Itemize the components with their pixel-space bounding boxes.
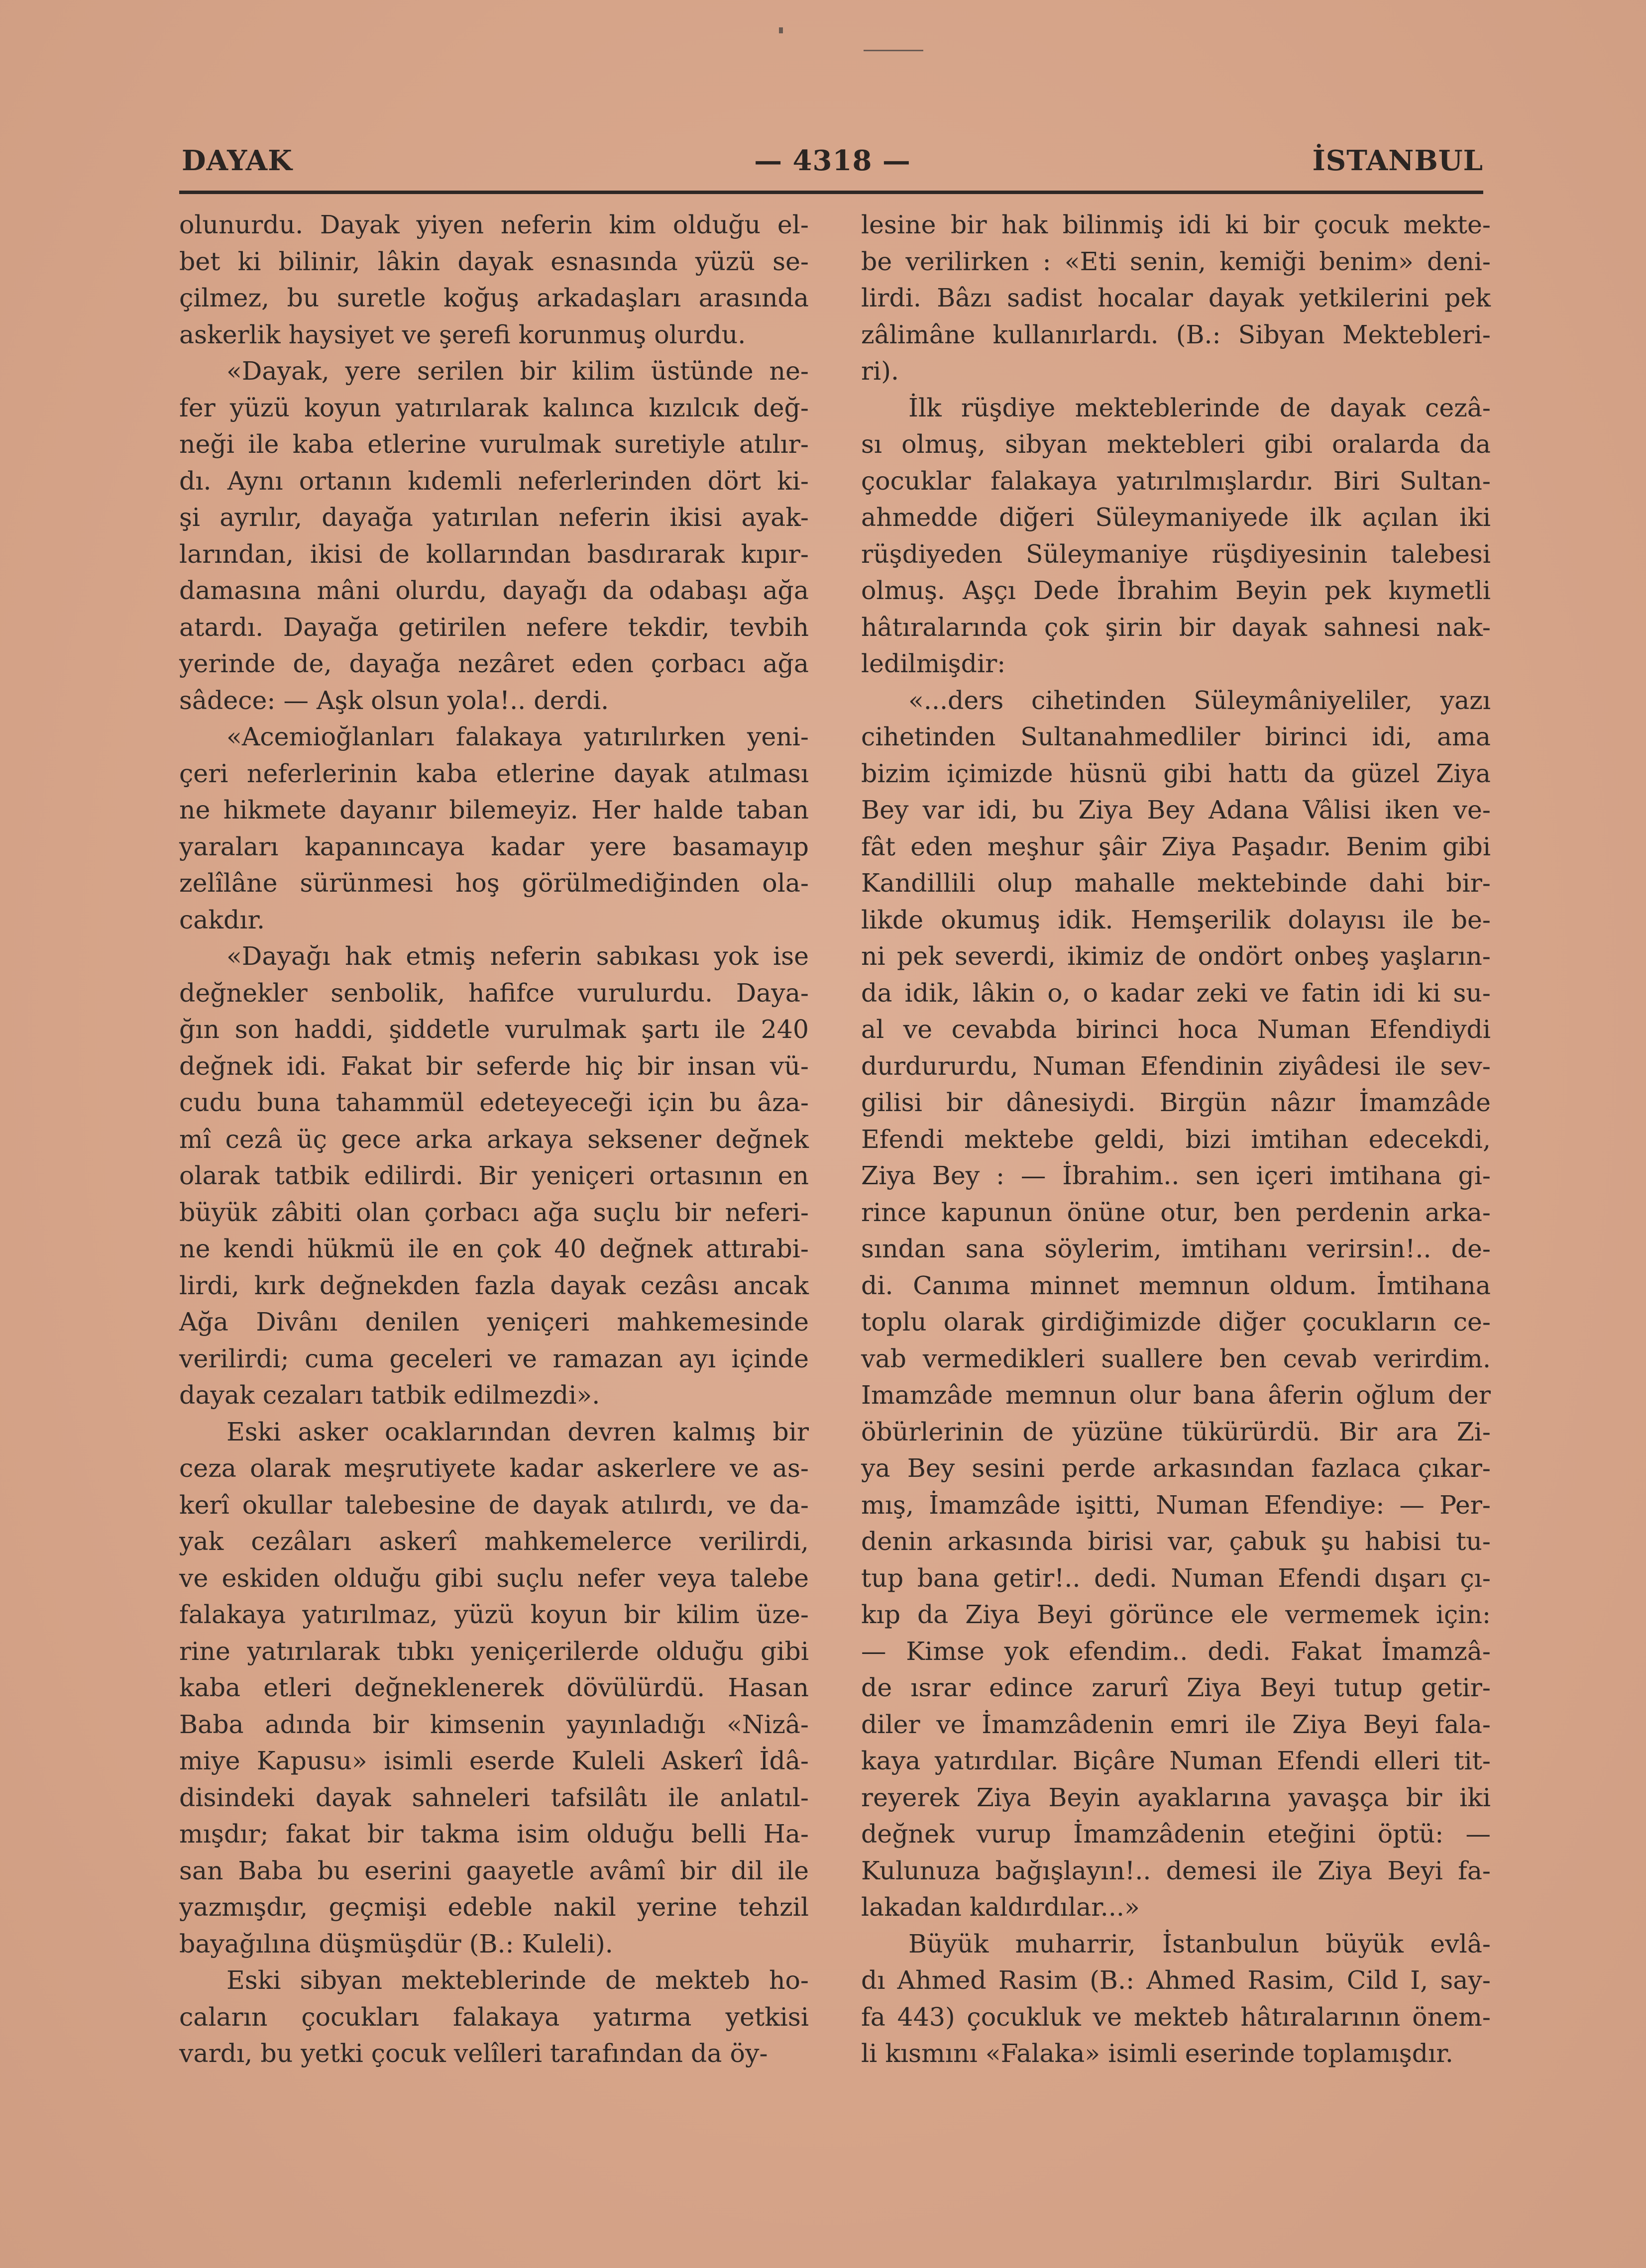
text-line: «Dayağı hak etmiş neferin sabıkası yok ise	[226, 941, 809, 971]
text-line: vardı, bu yetki çocuk velîleri tarafından da öy-	[179, 2039, 768, 2068]
text-line: li kısmını «Falaka» isimli eserinde toplamışdır.	[861, 2039, 1453, 2068]
paragraph	[179, 1414, 809, 1962]
text-line: disindeki dayak sahneleri tafsilâtı ile anlatıl-	[179, 1782, 809, 1812]
text-line: «...ders cihetinden Süleymâniyeliler, yazı	[908, 685, 1491, 715]
text-line: diler ve İmamzâdenin emri ile Ziya Beyi fala-	[861, 1709, 1491, 1739]
text-line: likde okumuş idik. Hemşerilik dolayısı ile be-	[861, 905, 1491, 934]
paragraph	[861, 1926, 1491, 2072]
text-line: caların çocukları falakaya yatırma yetkisi	[179, 2002, 809, 2032]
text-line: Efendi mektebe geldi, bizi imtihan edecekdi,	[861, 1124, 1491, 1154]
text-line: lakadan kaldırdılar...»	[861, 1892, 1140, 1922]
text-line: «Dayak, yere serilen bir kilim üstünde ne-	[226, 356, 809, 386]
text-line: Ağa Divânı denilen yeniçeri mahkemesinde	[179, 1307, 809, 1337]
text-line: sâdece: — Aşk olsun yola!.. derdi.	[179, 685, 609, 715]
page-header	[182, 144, 1483, 184]
text-line: denin arkasında birisi var, çabuk şu habisi tu-	[861, 1527, 1491, 1556]
text-line: cudu buna tahammül edeteyeceği için bu âza-	[179, 1088, 809, 1117]
text-line: «Acemioğlanları falakaya yatırılırken yeni-	[226, 722, 809, 751]
paragraph	[861, 206, 1491, 390]
text-line: ledilmişdir:	[861, 649, 1006, 678]
text-line: ne hikmete dayanır bilemeyiz. Her halde taban	[179, 795, 809, 825]
text-line: larından, ikisi de kollarından basdırarak kıpır-	[179, 539, 809, 569]
text-line: çilmez, bu suretle koğuş arkadaşları arasında	[179, 283, 809, 312]
text-line: be verilirken : «Eti senin, kemiği benim» deni-	[861, 246, 1491, 276]
text-line: ri).	[861, 356, 899, 386]
text-line: de ısrar edince zarurî Ziya Beyi tutup getir-	[861, 1673, 1491, 1702]
text-line: çeri neferlerinin kaba etlerine dayak atılması	[179, 758, 809, 788]
header-rule	[179, 191, 1483, 194]
text-line: değnek idi. Fakat bir seferde hiç bir insan vü-	[179, 1051, 809, 1081]
text-line: Eski sibyan mekteblerinde de mekteb ho-	[226, 1965, 809, 1995]
text-line: toplu olarak girdiğimizde diğer çocukların ce-	[861, 1307, 1491, 1337]
paragraph	[179, 719, 809, 938]
text-line: Ziya Bey : — İbrahim.. sen içeri imtihana gi-	[861, 1161, 1491, 1190]
text-line: yaraları kapanıncaya kadar yere basamayıp	[179, 831, 809, 861]
text-line: Kandillili olup mahalle mektebinde dahi bir-	[861, 868, 1491, 898]
text-line: mî cezâ üç gece arka arkaya seksener değnek	[179, 1124, 809, 1154]
text-line: vab vermedikleri suallere ben cevab verirdim.	[861, 1343, 1491, 1373]
text-line: atardı. Dayağa getirilen nefere tekdir, tevbih	[179, 612, 809, 642]
text-line: büyük zâbiti olan çorbacı ağa suçlu bir neferi-	[179, 1197, 809, 1227]
paragraph	[179, 353, 809, 719]
text-line: kaba etleri değneklenerek dövülürdü. Hasan	[179, 1673, 809, 1702]
text-line: askerlik haysiyet ve şerefi korunmuş olurdu.	[179, 319, 746, 349]
text-line: mışdır; fakat bir takma isim olduğu belli Ha-	[179, 1819, 809, 1849]
text-line: fer yüzü koyun yatırılarak kalınca kızılcık değ-	[179, 393, 809, 422]
text-line: hâtıralarında çok şirin bir dayak sahnesi nak-	[861, 612, 1491, 642]
text-line: rince kapunun önüne otur, ben perdenin arka-	[861, 1197, 1491, 1227]
text-line: da idik, lâkin o, o kadar zeki ve fatin idi ki su-	[861, 978, 1491, 1008]
text-line: rüşdiyeden Süleymaniye rüşdiyesinin talebesi	[861, 539, 1491, 569]
text-line: Bey var idi, bu Ziya Bey Adana Vâlisi iken ve-	[861, 795, 1491, 825]
text-line: şi ayrılır, dayağa yatırılan neferin ikisi ayak-	[179, 503, 809, 532]
text-line: neği ile kaba etlerine vurulmak suretiyle atılır-	[179, 429, 809, 459]
right-column	[861, 206, 1491, 2072]
text-line: gilisi bir dânesiydi. Birgün nâzır İmamzâde	[861, 1088, 1491, 1117]
text-line: reyerek Ziya Beyin ayaklarına yavaşça bir iki	[861, 1782, 1491, 1812]
text-line: — Kimse yok efendim.. dedi. Fakat İmamzâ-	[861, 1636, 1491, 1666]
text-line: san Baba bu eserini gaayetle avâmî bir dil ile	[179, 1856, 809, 1885]
text-line: fa 443) çocukluk ve mekteb hâtıralarının önem-	[861, 2002, 1491, 2032]
text-line: zelîlâne sürünmesi hoş görülmediğinden ola-	[179, 868, 809, 898]
text-line: miye Kapusu» isimli eserde Kuleli Askerî İdâ-	[179, 1746, 809, 1775]
paragraph	[179, 1962, 809, 2072]
text-line: lesine bir hak bilinmiş idi ki bir çocuk mekte-	[861, 210, 1491, 239]
text-line: Imamzâde memnun olur bana âferin oğlum der	[861, 1380, 1491, 1410]
text-line: Baba adında bir kimsenin yayınladığı «Nizâ-	[179, 1709, 809, 1739]
paragraph	[861, 682, 1491, 1926]
text-line: dayak cezaları tatbik edilmezdi».	[179, 1380, 600, 1410]
text-line: kıp da Ziya Beyi görünce ele vermemek için:	[861, 1600, 1491, 1629]
text-line: damasına mâni olurdu, dayağı da odabaşı ağa	[179, 576, 809, 605]
text-line: dı Ahmed Rasim (B.: Ahmed Rasim, Cild I, say-	[861, 1965, 1491, 1995]
text-line: bet ki bilinir, lâkin dayak esnasında yüzü se-	[179, 246, 809, 276]
text-line: di. Canıma minnet memnun oldum. İmtihana	[861, 1270, 1491, 1300]
text-line: ceza olarak meşrutiyete kadar askerlere ve as-	[179, 1453, 809, 1483]
text-line: zâlimâne kullanırlardı. (B.: Sibyan Mektebleri-	[861, 319, 1491, 349]
text-line: Büyük muharrir, İstanbulun büyük evlâ-	[908, 1929, 1491, 1959]
text-line: fât eden meşhur şâir Ziya Paşadır. Benim gibi	[861, 831, 1491, 861]
text-line: olunurdu. Dayak yiyen neferin kim olduğu el-	[179, 210, 809, 239]
text-line: ğın son haddi, şiddetle vurulmak şartı ile 240	[179, 1015, 809, 1044]
text-line: çocuklar falakaya yatırılmışlardır. Biri Sultan-	[861, 466, 1491, 496]
text-line: yazmışdır, geçmişi edeble nakil yerine tehzil	[179, 1892, 809, 1922]
text-line: Kulunuza bağışlayın!.. demesi ile Ziya Beyi fa-	[861, 1856, 1491, 1885]
text-line: bayağılına düşmüşdür (B.: Kuleli).	[179, 1929, 613, 1959]
text-line: Eski asker ocaklarından devren kalmış bir	[226, 1417, 809, 1446]
text-line: sı olmuş, sibyan mektebleri gibi oralarda da	[861, 429, 1491, 459]
text-line: tup bana getir!.. dedi. Numan Efendi dışarı çı-	[861, 1563, 1491, 1593]
text-line: falakaya yatırılmaz, yüzü koyun bir kilim üze-	[179, 1600, 809, 1629]
paper-speck	[779, 27, 783, 33]
text-line: kaya yatırdılar. Biçâre Numan Efendi elleri tit-	[861, 1746, 1491, 1775]
page-number: — 4318 —	[754, 144, 911, 177]
text-line: durdururdu, Numan Efendinin ziyâdesi ile sev-	[861, 1051, 1491, 1081]
text-line: değnek vurup İmamzâdenin eteğini öptü: —	[861, 1819, 1491, 1849]
text-line: öbürlerinin de yüzüne tükürürdü. Bir ara Zi-	[861, 1417, 1491, 1446]
text-line: ve eskiden olduğu gibi suçlu nefer veya talebe	[179, 1563, 809, 1593]
text-line: yerinde de, dayağa nezâret eden çorbacı ağa	[179, 649, 809, 678]
text-line: yak cezâları askerî mahkemelerce verilirdi,	[179, 1527, 809, 1556]
paper-speck	[864, 50, 923, 51]
text-line: İlk rüşdiye mekteblerinde de dayak cezâ-	[908, 393, 1491, 422]
paragraph	[179, 206, 809, 353]
text-line: rine yatırılarak tıbkı yeniçerilerde olduğu gibi	[179, 1636, 809, 1666]
paragraph	[179, 938, 809, 1414]
text-line: verilirdi; cuma geceleri ve ramazan ayı içinde	[179, 1343, 809, 1373]
text-line: al ve cevabda birinci hoca Numan Efendiydi	[861, 1015, 1491, 1044]
text-line: mış, İmamzâde işitti, Numan Efendiye: — Per-	[861, 1490, 1491, 1520]
text-line: olarak tatbik edilirdi. Bir yeniçeri ortasının en	[179, 1161, 809, 1190]
text-line: lirdi. Bâzı sadist hocalar dayak yetkilerini pek	[861, 283, 1491, 312]
text-line: ya Bey sesini perde arkasından fazlaca çıkar-	[861, 1453, 1491, 1483]
text-line: cihetinden Sultanahmedliler birinci idi, ama	[861, 722, 1491, 751]
text-line: bizim içimizde hüsnü gibi hattı da güzel Ziya	[861, 758, 1491, 788]
text-line: ne kendi hükmü ile en çok 40 değnek attırabi-	[179, 1234, 809, 1263]
text-line: ni pek severdi, ikimiz de ondört onbeş yaşların-	[861, 941, 1491, 971]
header-section-title: DAYAK	[182, 144, 293, 177]
paragraph	[861, 390, 1491, 682]
text-line: lirdi, kırk değnekden fazla dayak cezâsı ancak	[179, 1270, 809, 1300]
text-line: olmuş. Aşçı Dede İbrahim Beyin pek kıymetli	[861, 576, 1491, 605]
text-line: sından sana söylerim, imtihanı verirsin!.. de-	[861, 1234, 1491, 1263]
text-line: değnekler senbolik, hafifce vurulurdu. Daya-	[179, 978, 809, 1008]
text-line: cakdır.	[179, 905, 265, 934]
text-line: ahmedde diğeri Süleymaniyede ilk açılan iki	[861, 503, 1491, 532]
text-line: dı. Aynı ortanın kıdemli neferlerinden dört ki-	[179, 466, 809, 496]
text-line: kerî okullar talebesine de dayak atılırdı, ve da-	[179, 1490, 809, 1520]
header-city: İSTANBUL	[1312, 144, 1483, 177]
left-column	[179, 206, 809, 2072]
